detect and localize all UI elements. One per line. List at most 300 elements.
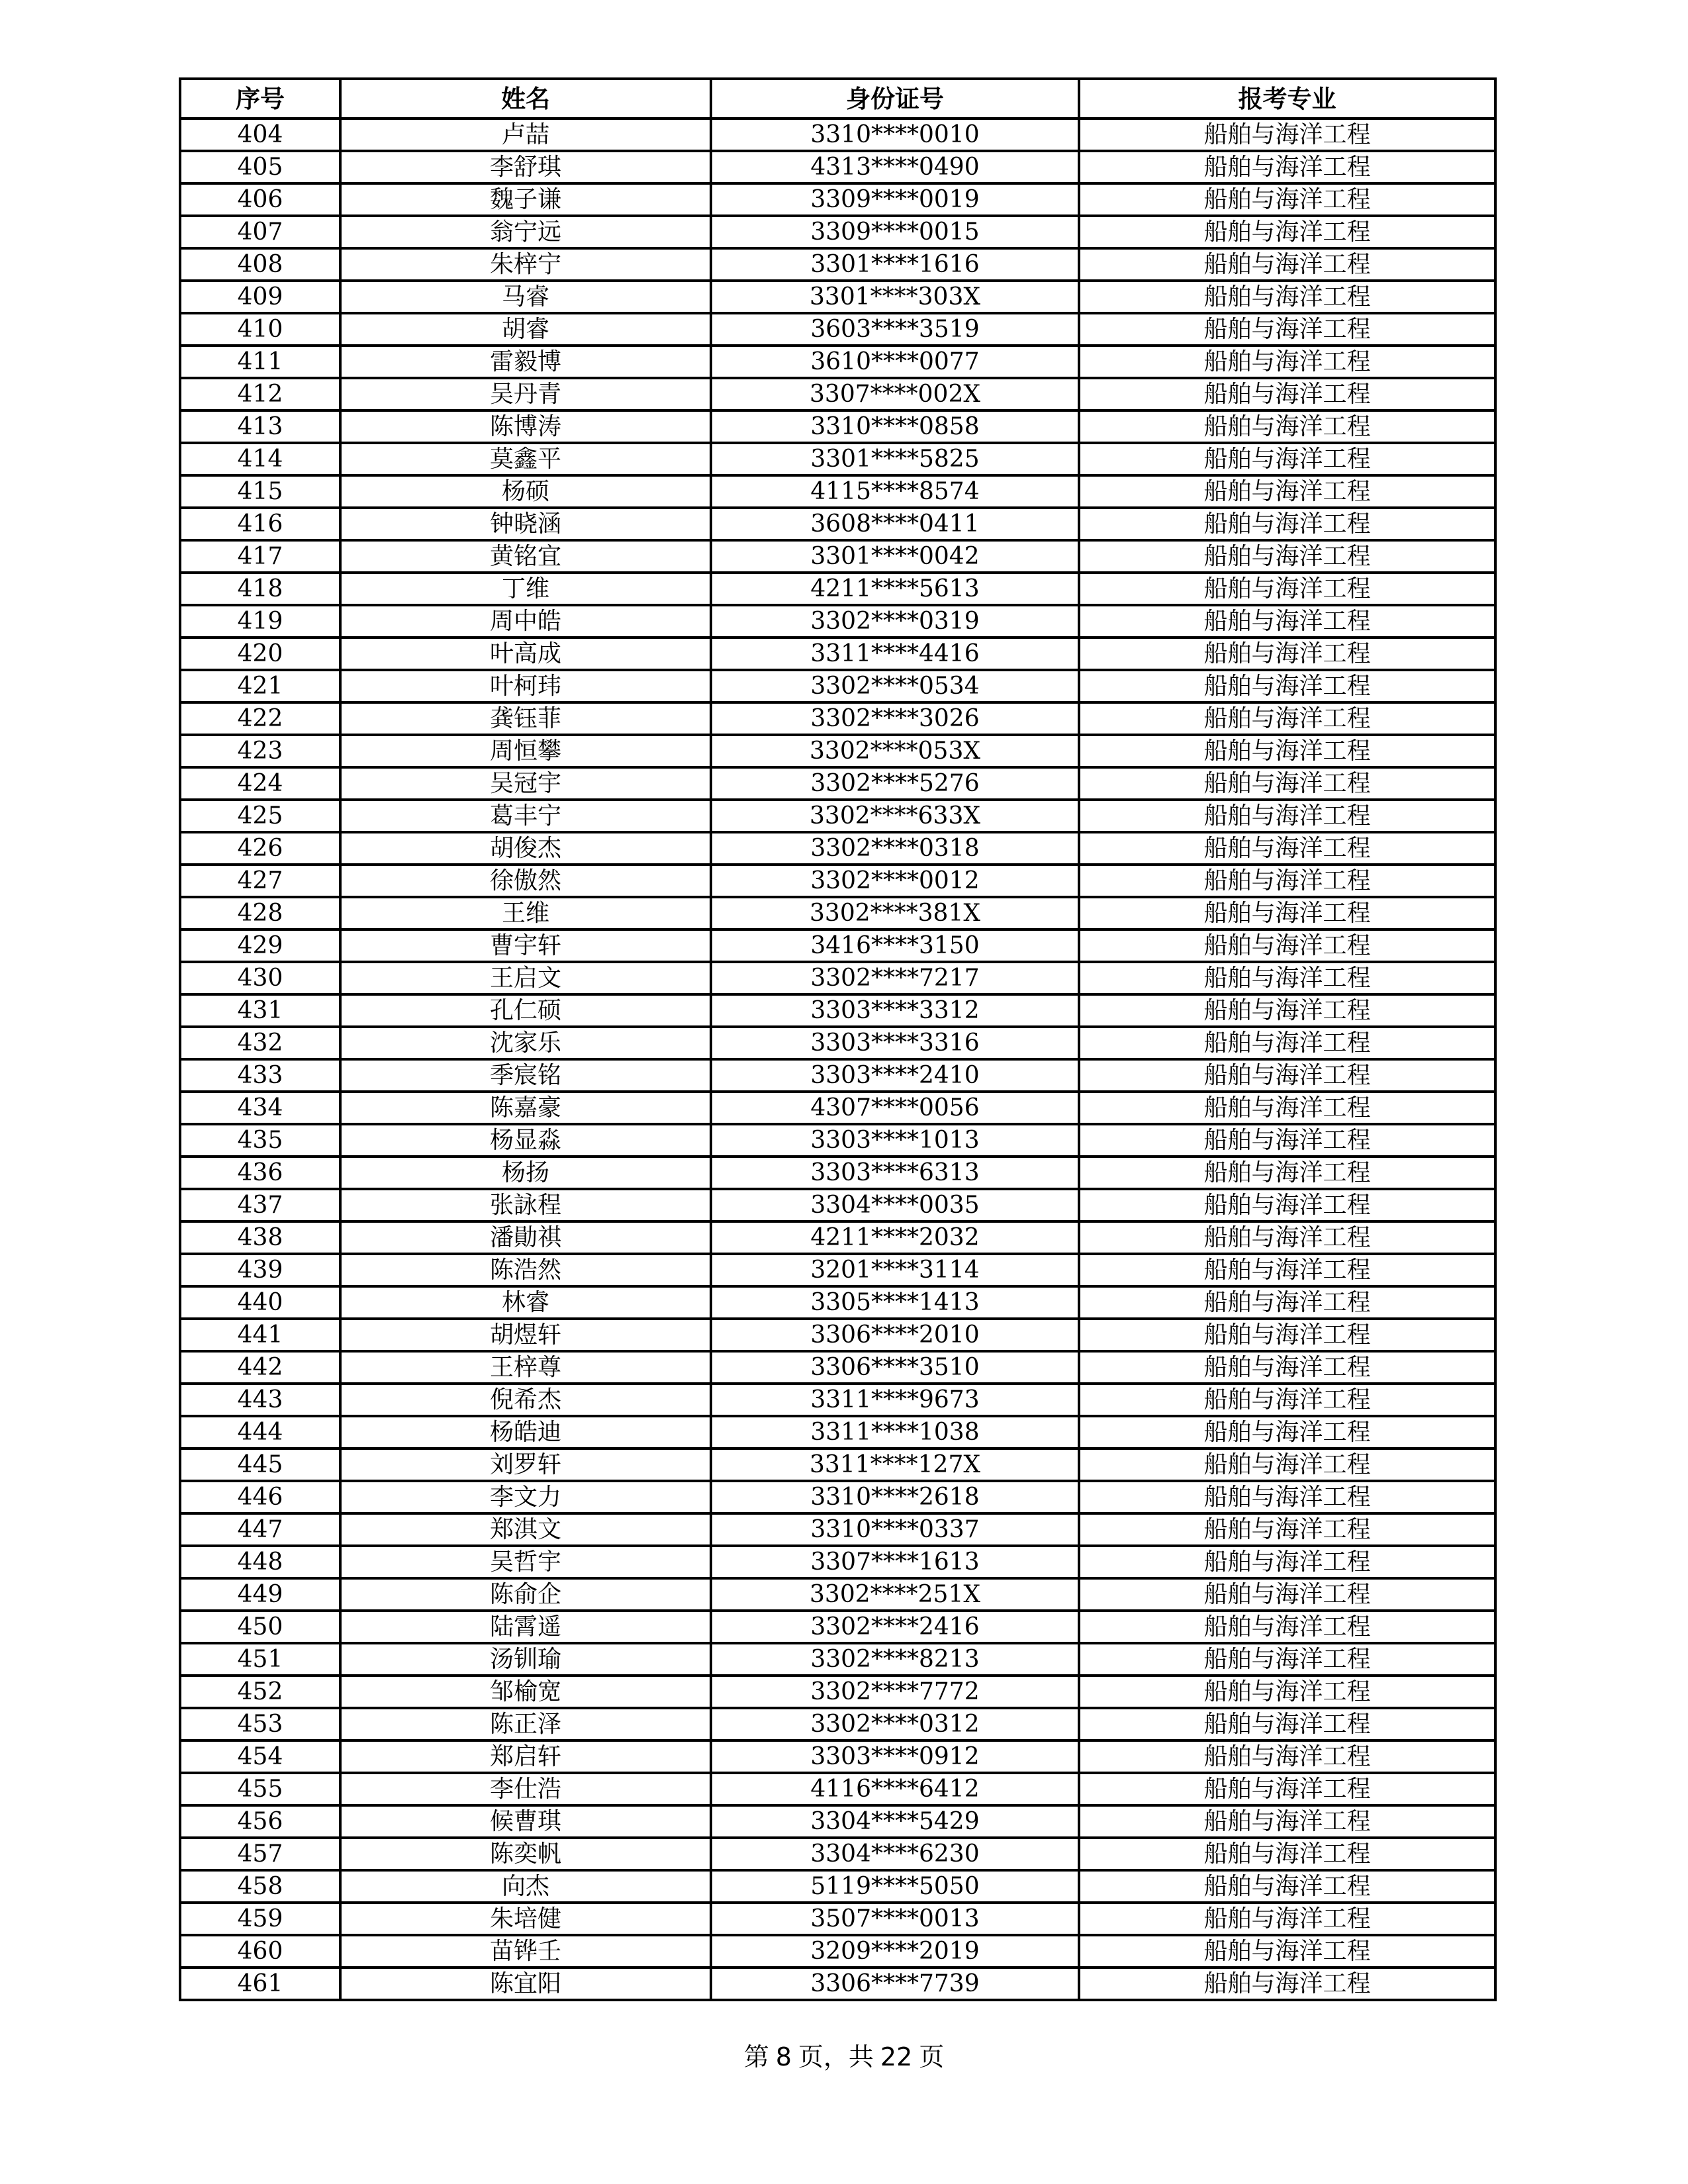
table-row (180, 702, 1495, 735)
cell-major: 船舶与海洋工程 (1079, 1805, 1495, 1838)
cell-major: 船舶与海洋工程 (1079, 183, 1495, 216)
cell-id-number: 3310****0858 (711, 410, 1079, 443)
cell-name: 周恒攀 (340, 735, 711, 767)
cell-id-number: 3309****0015 (711, 216, 1079, 248)
cell-major: 船舶与海洋工程 (1079, 832, 1495, 865)
cell-name: 潘勛祺 (340, 1221, 711, 1254)
cell-name: 徐傲然 (340, 865, 711, 897)
table-row (180, 1221, 1495, 1254)
table-row (180, 573, 1495, 605)
cell-name: 陈奕帆 (340, 1838, 711, 1870)
cell-major: 船舶与海洋工程 (1079, 1157, 1495, 1189)
cell-id-number: 4116****6412 (711, 1773, 1079, 1805)
cell-index: 405 (180, 151, 340, 183)
table-header-row (180, 79, 1495, 119)
cell-major: 船舶与海洋工程 (1079, 1189, 1495, 1221)
cell-name: 陈俞企 (340, 1578, 711, 1611)
table-row (180, 119, 1495, 151)
cell-name: 季宸铭 (340, 1059, 711, 1092)
cell-id-number: 4307****0056 (711, 1092, 1079, 1124)
table-row (180, 1157, 1495, 1189)
cell-major: 船舶与海洋工程 (1079, 1319, 1495, 1351)
cell-major: 船舶与海洋工程 (1079, 800, 1495, 832)
cell-index: 416 (180, 508, 340, 540)
cell-major: 船舶与海洋工程 (1079, 865, 1495, 897)
cell-id-number: 3311****1038 (711, 1416, 1079, 1448)
cell-major: 船舶与海洋工程 (1079, 735, 1495, 767)
cell-index: 434 (180, 1092, 340, 1124)
table-row (180, 1676, 1495, 1708)
cell-name: 胡煜轩 (340, 1319, 711, 1351)
cell-id-number: 3302****053X (711, 735, 1079, 767)
cell-id-number: 3209****2019 (711, 1935, 1079, 1968)
cell-index: 426 (180, 832, 340, 865)
cell-index: 436 (180, 1157, 340, 1189)
cell-index: 442 (180, 1351, 340, 1384)
table-row (180, 1903, 1495, 1935)
table-row (180, 1092, 1495, 1124)
cell-id-number: 3305****1413 (711, 1286, 1079, 1319)
cell-major: 船舶与海洋工程 (1079, 378, 1495, 410)
table-row (180, 410, 1495, 443)
cell-index: 458 (180, 1870, 340, 1903)
cell-major: 船舶与海洋工程 (1079, 1708, 1495, 1740)
table-row (180, 1708, 1495, 1740)
cell-name: 胡俊杰 (340, 832, 711, 865)
table-row (180, 378, 1495, 410)
cell-major: 船舶与海洋工程 (1079, 1611, 1495, 1643)
cell-id-number: 3303****6313 (711, 1157, 1079, 1189)
cell-name: 郑启轩 (340, 1740, 711, 1773)
cell-id-number: 3311****4416 (711, 638, 1079, 670)
table-row (180, 1546, 1495, 1578)
cell-id-number: 3304****6230 (711, 1838, 1079, 1870)
cell-major: 船舶与海洋工程 (1079, 540, 1495, 573)
footer-page-number: 8 (775, 2042, 792, 2071)
cell-index: 454 (180, 1740, 340, 1773)
table-row (180, 346, 1495, 378)
cell-id-number: 3302****0312 (711, 1708, 1079, 1740)
header-id-number: 身份证号 (711, 79, 1079, 119)
cell-id-number: 3304****0035 (711, 1189, 1079, 1221)
cell-index: 433 (180, 1059, 340, 1092)
table-row (180, 216, 1495, 248)
cell-major: 船舶与海洋工程 (1079, 151, 1495, 183)
footer-label-middle: 页，共 (798, 2042, 874, 2071)
cell-major: 船舶与海洋工程 (1079, 410, 1495, 443)
table-body (180, 119, 1495, 2000)
cell-major: 船舶与海洋工程 (1079, 475, 1495, 508)
cell-major: 船舶与海洋工程 (1079, 1546, 1495, 1578)
cell-id-number: 3310****0010 (711, 119, 1079, 151)
table-row (180, 1513, 1495, 1546)
cell-name: 孔仁硕 (340, 994, 711, 1027)
cell-id-number: 3302****3026 (711, 702, 1079, 735)
cell-major: 船舶与海洋工程 (1079, 1124, 1495, 1157)
cell-major: 船舶与海洋工程 (1079, 962, 1495, 994)
cell-index: 448 (180, 1546, 340, 1578)
cell-major: 船舶与海洋工程 (1079, 1027, 1495, 1059)
cell-name: 刘罗轩 (340, 1448, 711, 1481)
cell-index: 424 (180, 767, 340, 800)
cell-name: 李舒琪 (340, 151, 711, 183)
table-row (180, 1968, 1495, 2000)
cell-index: 447 (180, 1513, 340, 1546)
cell-id-number: 3507****0013 (711, 1903, 1079, 1935)
table-row (180, 1059, 1495, 1092)
cell-index: 443 (180, 1384, 340, 1416)
cell-id-number: 3416****3150 (711, 929, 1079, 962)
cell-index: 453 (180, 1708, 340, 1740)
table-row (180, 151, 1495, 183)
cell-major: 船舶与海洋工程 (1079, 670, 1495, 702)
cell-id-number: 3301****303X (711, 281, 1079, 313)
cell-index: 422 (180, 702, 340, 735)
footer-label-prefix: 第 (743, 2042, 769, 2071)
cell-name: 李文力 (340, 1481, 711, 1513)
cell-id-number: 3302****251X (711, 1578, 1079, 1611)
table-row (180, 1643, 1495, 1676)
cell-index: 456 (180, 1805, 340, 1838)
table-row (180, 1611, 1495, 1643)
cell-major: 船舶与海洋工程 (1079, 1773, 1495, 1805)
cell-major: 船舶与海洋工程 (1079, 248, 1495, 281)
cell-major: 船舶与海洋工程 (1079, 1384, 1495, 1416)
cell-id-number: 3303****3316 (711, 1027, 1079, 1059)
cell-major: 船舶与海洋工程 (1079, 216, 1495, 248)
cell-major: 船舶与海洋工程 (1079, 1481, 1495, 1513)
table-row (180, 281, 1495, 313)
footer-total-pages: 22 (880, 2042, 913, 2071)
cell-id-number: 3302****0012 (711, 865, 1079, 897)
cell-major: 船舶与海洋工程 (1079, 994, 1495, 1027)
cell-major: 船舶与海洋工程 (1079, 1935, 1495, 1968)
cell-major: 船舶与海洋工程 (1079, 1059, 1495, 1092)
cell-id-number: 3302****0318 (711, 832, 1079, 865)
cell-id-number: 3302****5276 (711, 767, 1079, 800)
header-major: 报考专业 (1079, 79, 1495, 119)
cell-id-number: 3310****0337 (711, 1513, 1079, 1546)
cell-index: 404 (180, 119, 340, 151)
table-row (180, 1935, 1495, 1968)
cell-index: 439 (180, 1254, 340, 1286)
table-row (180, 897, 1495, 929)
cell-id-number: 3311****9673 (711, 1384, 1079, 1416)
cell-index: 455 (180, 1773, 340, 1805)
cell-index: 417 (180, 540, 340, 573)
table-row (180, 1773, 1495, 1805)
cell-index: 459 (180, 1903, 340, 1935)
header-name: 姓名 (340, 79, 711, 119)
cell-major: 船舶与海洋工程 (1079, 281, 1495, 313)
cell-major: 船舶与海洋工程 (1079, 1740, 1495, 1773)
table-row (180, 508, 1495, 540)
table-row (180, 1124, 1495, 1157)
cell-major: 船舶与海洋工程 (1079, 638, 1495, 670)
cell-id-number: 3302****0319 (711, 605, 1079, 638)
cell-name: 葛丰宁 (340, 800, 711, 832)
cell-name: 王维 (340, 897, 711, 929)
cell-index: 425 (180, 800, 340, 832)
cell-major: 船舶与海洋工程 (1079, 1092, 1495, 1124)
cell-index: 457 (180, 1838, 340, 1870)
cell-name: 杨扬 (340, 1157, 711, 1189)
table-row (180, 1481, 1495, 1513)
cell-name: 周中皓 (340, 605, 711, 638)
cell-name: 马睿 (340, 281, 711, 313)
table-row (180, 1870, 1495, 1903)
cell-name: 陈浩然 (340, 1254, 711, 1286)
cell-id-number: 3303****1013 (711, 1124, 1079, 1157)
cell-index: 432 (180, 1027, 340, 1059)
cell-name: 向杰 (340, 1870, 711, 1903)
cell-name: 吴冠宇 (340, 767, 711, 800)
cell-id-number: 3610****0077 (711, 346, 1079, 378)
cell-index: 446 (180, 1481, 340, 1513)
cell-id-number: 3303****2410 (711, 1059, 1079, 1092)
cell-index: 415 (180, 475, 340, 508)
cell-index: 409 (180, 281, 340, 313)
cell-name: 曹宇轩 (340, 929, 711, 962)
table-row (180, 1319, 1495, 1351)
cell-index: 452 (180, 1676, 340, 1708)
table-row (180, 929, 1495, 962)
cell-id-number: 3302****7217 (711, 962, 1079, 994)
table-row (180, 1578, 1495, 1611)
cell-index: 427 (180, 865, 340, 897)
cell-name: 陈正泽 (340, 1708, 711, 1740)
cell-name: 杨显淼 (340, 1124, 711, 1157)
footer-label-suffix: 页 (919, 2042, 945, 2071)
cell-major: 船舶与海洋工程 (1079, 1676, 1495, 1708)
cell-major: 船舶与海洋工程 (1079, 313, 1495, 346)
cell-name: 魏子谦 (340, 183, 711, 216)
table-row (180, 832, 1495, 865)
cell-name: 王梓尊 (340, 1351, 711, 1384)
cell-index: 444 (180, 1416, 340, 1448)
header-index: 序号 (180, 79, 340, 119)
table-row (180, 443, 1495, 475)
cell-major: 船舶与海洋工程 (1079, 1643, 1495, 1676)
cell-id-number: 3302****7772 (711, 1676, 1079, 1708)
table-row (180, 670, 1495, 702)
cell-name: 林睿 (340, 1286, 711, 1319)
table-row (180, 800, 1495, 832)
cell-index: 410 (180, 313, 340, 346)
cell-id-number: 3306****3510 (711, 1351, 1079, 1384)
cell-name: 黄铭宜 (340, 540, 711, 573)
cell-name: 朱梓宁 (340, 248, 711, 281)
table-row (180, 1254, 1495, 1286)
table-row (180, 1027, 1495, 1059)
cell-major: 船舶与海洋工程 (1079, 1870, 1495, 1903)
cell-index: 451 (180, 1643, 340, 1676)
cell-id-number: 3309****0019 (711, 183, 1079, 216)
table-row (180, 1838, 1495, 1870)
cell-id-number: 3306****7739 (711, 1968, 1079, 2000)
cell-index: 445 (180, 1448, 340, 1481)
cell-index: 420 (180, 638, 340, 670)
table-row (180, 962, 1495, 994)
table-row (180, 540, 1495, 573)
cell-id-number: 3608****0411 (711, 508, 1079, 540)
cell-index: 421 (180, 670, 340, 702)
cell-major: 船舶与海洋工程 (1079, 1254, 1495, 1286)
cell-index: 412 (180, 378, 340, 410)
cell-id-number: 3303****3312 (711, 994, 1079, 1027)
cell-index: 460 (180, 1935, 340, 1968)
cell-id-number: 3303****0912 (711, 1740, 1079, 1773)
cell-id-number: 3302****8213 (711, 1643, 1079, 1676)
cell-index: 430 (180, 962, 340, 994)
cell-id-number: 3301****5825 (711, 443, 1079, 475)
table-row (180, 1448, 1495, 1481)
cell-id-number: 3603****3519 (711, 313, 1079, 346)
cell-id-number: 3302****633X (711, 800, 1079, 832)
cell-index: 407 (180, 216, 340, 248)
cell-id-number: 3304****5429 (711, 1805, 1079, 1838)
table-row (180, 1740, 1495, 1773)
table-row (180, 767, 1495, 800)
cell-name: 丁维 (340, 573, 711, 605)
cell-index: 440 (180, 1286, 340, 1319)
table-row (180, 1351, 1495, 1384)
cell-id-number: 3201****3114 (711, 1254, 1079, 1286)
table-row (180, 638, 1495, 670)
cell-name: 朱培健 (340, 1903, 711, 1935)
cell-name: 郑淇文 (340, 1513, 711, 1546)
cell-id-number: 3302****0534 (711, 670, 1079, 702)
cell-name: 龚钰菲 (340, 702, 711, 735)
cell-major: 船舶与海洋工程 (1079, 443, 1495, 475)
applicant-roster-table (179, 77, 1497, 2001)
cell-major: 船舶与海洋工程 (1079, 1221, 1495, 1254)
cell-major: 船舶与海洋工程 (1079, 605, 1495, 638)
cell-name: 吴丹青 (340, 378, 711, 410)
cell-name: 倪希杰 (340, 1384, 711, 1416)
cell-index: 423 (180, 735, 340, 767)
cell-id-number: 4115****8574 (711, 475, 1079, 508)
table-row (180, 1416, 1495, 1448)
cell-major: 船舶与海洋工程 (1079, 1578, 1495, 1611)
cell-index: 429 (180, 929, 340, 962)
cell-id-number: 3307****002X (711, 378, 1079, 410)
cell-major: 船舶与海洋工程 (1079, 1838, 1495, 1870)
cell-name: 王启文 (340, 962, 711, 994)
cell-major: 船舶与海洋工程 (1079, 573, 1495, 605)
cell-major: 船舶与海洋工程 (1079, 1968, 1495, 2000)
cell-major: 船舶与海洋工程 (1079, 767, 1495, 800)
cell-name: 沈家乐 (340, 1027, 711, 1059)
table-row (180, 475, 1495, 508)
cell-id-number: 4211****2032 (711, 1221, 1079, 1254)
cell-index: 437 (180, 1189, 340, 1221)
cell-id-number: 3302****381X (711, 897, 1079, 929)
cell-name: 钟晓涵 (340, 508, 711, 540)
cell-id-number: 4313****0490 (711, 151, 1079, 183)
table-row (180, 865, 1495, 897)
cell-index: 450 (180, 1611, 340, 1643)
cell-name: 莫鑫平 (340, 443, 711, 475)
cell-id-number: 3310****2618 (711, 1481, 1079, 1513)
cell-major: 船舶与海洋工程 (1079, 897, 1495, 929)
cell-name: 胡睿 (340, 313, 711, 346)
cell-id-number: 4211****5613 (711, 573, 1079, 605)
cell-name: 李仕浩 (340, 1773, 711, 1805)
cell-name: 雷毅博 (340, 346, 711, 378)
cell-name: 吴哲宇 (340, 1546, 711, 1578)
table-row (180, 183, 1495, 216)
cell-name: 邹榆宽 (340, 1676, 711, 1708)
table-row (180, 1384, 1495, 1416)
cell-major: 船舶与海洋工程 (1079, 929, 1495, 962)
cell-major: 船舶与海洋工程 (1079, 1351, 1495, 1384)
cell-id-number: 3306****2010 (711, 1319, 1079, 1351)
cell-major: 船舶与海洋工程 (1079, 1416, 1495, 1448)
table-row (180, 1805, 1495, 1838)
cell-name: 汤钏瑜 (340, 1643, 711, 1676)
cell-name: 叶柯玮 (340, 670, 711, 702)
cell-major: 船舶与海洋工程 (1079, 346, 1495, 378)
cell-name: 候曹琪 (340, 1805, 711, 1838)
cell-index: 406 (180, 183, 340, 216)
table-row (180, 313, 1495, 346)
cell-index: 435 (180, 1124, 340, 1157)
cell-major: 船舶与海洋工程 (1079, 119, 1495, 151)
cell-name: 苗铧壬 (340, 1935, 711, 1968)
page-footer (0, 2042, 1688, 2073)
cell-name: 张詠程 (340, 1189, 711, 1221)
cell-major: 船舶与海洋工程 (1079, 702, 1495, 735)
cell-name: 陈嘉豪 (340, 1092, 711, 1124)
cell-id-number: 3302****2416 (711, 1611, 1079, 1643)
cell-id-number: 5119****5050 (711, 1870, 1079, 1903)
cell-major: 船舶与海洋工程 (1079, 1448, 1495, 1481)
cell-index: 411 (180, 346, 340, 378)
table-row (180, 1286, 1495, 1319)
cell-name: 翁宁远 (340, 216, 711, 248)
cell-major: 船舶与海洋工程 (1079, 1513, 1495, 1546)
table-row (180, 248, 1495, 281)
cell-name: 陈博涛 (340, 410, 711, 443)
cell-index: 428 (180, 897, 340, 929)
cell-index: 414 (180, 443, 340, 475)
cell-index: 418 (180, 573, 340, 605)
cell-major: 船舶与海洋工程 (1079, 1286, 1495, 1319)
table-row (180, 735, 1495, 767)
cell-id-number: 3301****1616 (711, 248, 1079, 281)
cell-index: 438 (180, 1221, 340, 1254)
cell-name: 陈宜阳 (340, 1968, 711, 2000)
cell-index: 449 (180, 1578, 340, 1611)
cell-index: 431 (180, 994, 340, 1027)
table-row (180, 994, 1495, 1027)
cell-id-number: 3301****0042 (711, 540, 1079, 573)
cell-name: 杨硕 (340, 475, 711, 508)
cell-index: 419 (180, 605, 340, 638)
cell-index: 413 (180, 410, 340, 443)
table-row (180, 1189, 1495, 1221)
cell-name: 叶高成 (340, 638, 711, 670)
cell-index: 461 (180, 1968, 340, 2000)
table-row (180, 605, 1495, 638)
cell-name: 杨皓迪 (340, 1416, 711, 1448)
cell-index: 441 (180, 1319, 340, 1351)
cell-id-number: 3307****1613 (711, 1546, 1079, 1578)
cell-name: 卢喆 (340, 119, 711, 151)
cell-index: 408 (180, 248, 340, 281)
cell-name: 陆霄遥 (340, 1611, 711, 1643)
